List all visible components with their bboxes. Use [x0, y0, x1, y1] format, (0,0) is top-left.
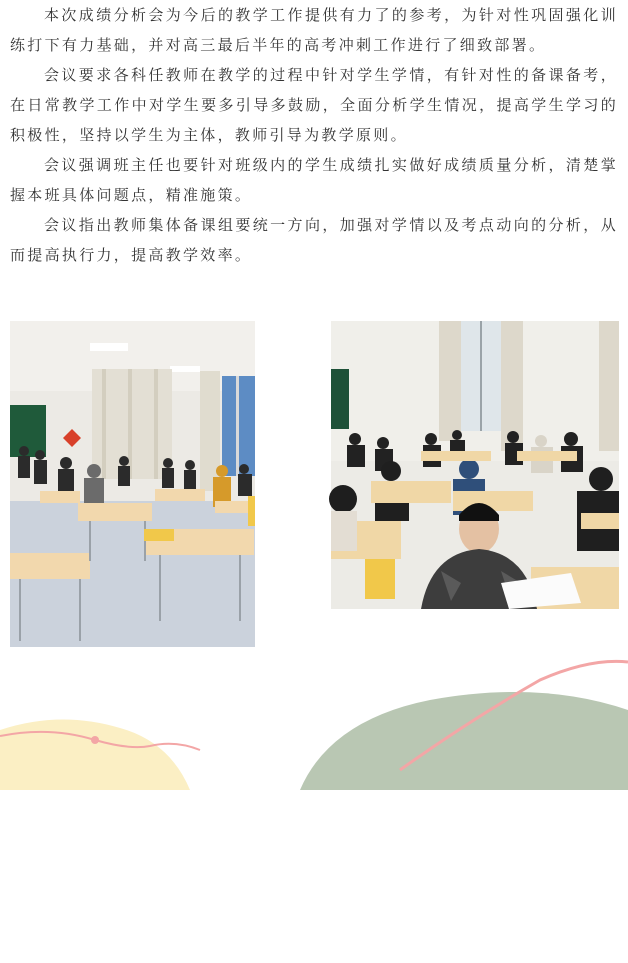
exam-classroom-photo [331, 321, 619, 609]
footer-decoration [0, 640, 628, 790]
meeting-photo [10, 321, 255, 962]
decor-green-hill [300, 692, 628, 790]
decor-pink-dot [91, 736, 99, 744]
paragraph: 会议强调班主任也要针对班级内的学生成绩扎实做好成绩质量分析，清楚掌握本班具体问题点，精准施策。 [10, 156, 618, 204]
paragraph: 会议指出教师集体备课组要统一方向，加强对学情以及考点动向的分析，从而提高执行力，提高教学效率。 [10, 216, 618, 264]
article-body [10, 0, 618, 270]
photo-watermark: 武汉教育科学研究院 [160, 954, 223, 962]
decor-yellow-wave [0, 719, 190, 790]
paragraph: 本次成绩分析会为今后的教学工作提供有力了的参考，为针对性巩固强化训练打下有力基础，并对高三最后半年的高考冲刺工作进行了细致部署。 [10, 6, 618, 54]
paragraph: 会议要求各科任教师在教学的过程中针对学生学情，有针对性的备课备考，在日常教学工作中对学生要多引导多鼓励，全面分析学生情况，提高学生学习的积极性，坚持以学生为主体，教师引导为教学原则。 [10, 66, 618, 144]
